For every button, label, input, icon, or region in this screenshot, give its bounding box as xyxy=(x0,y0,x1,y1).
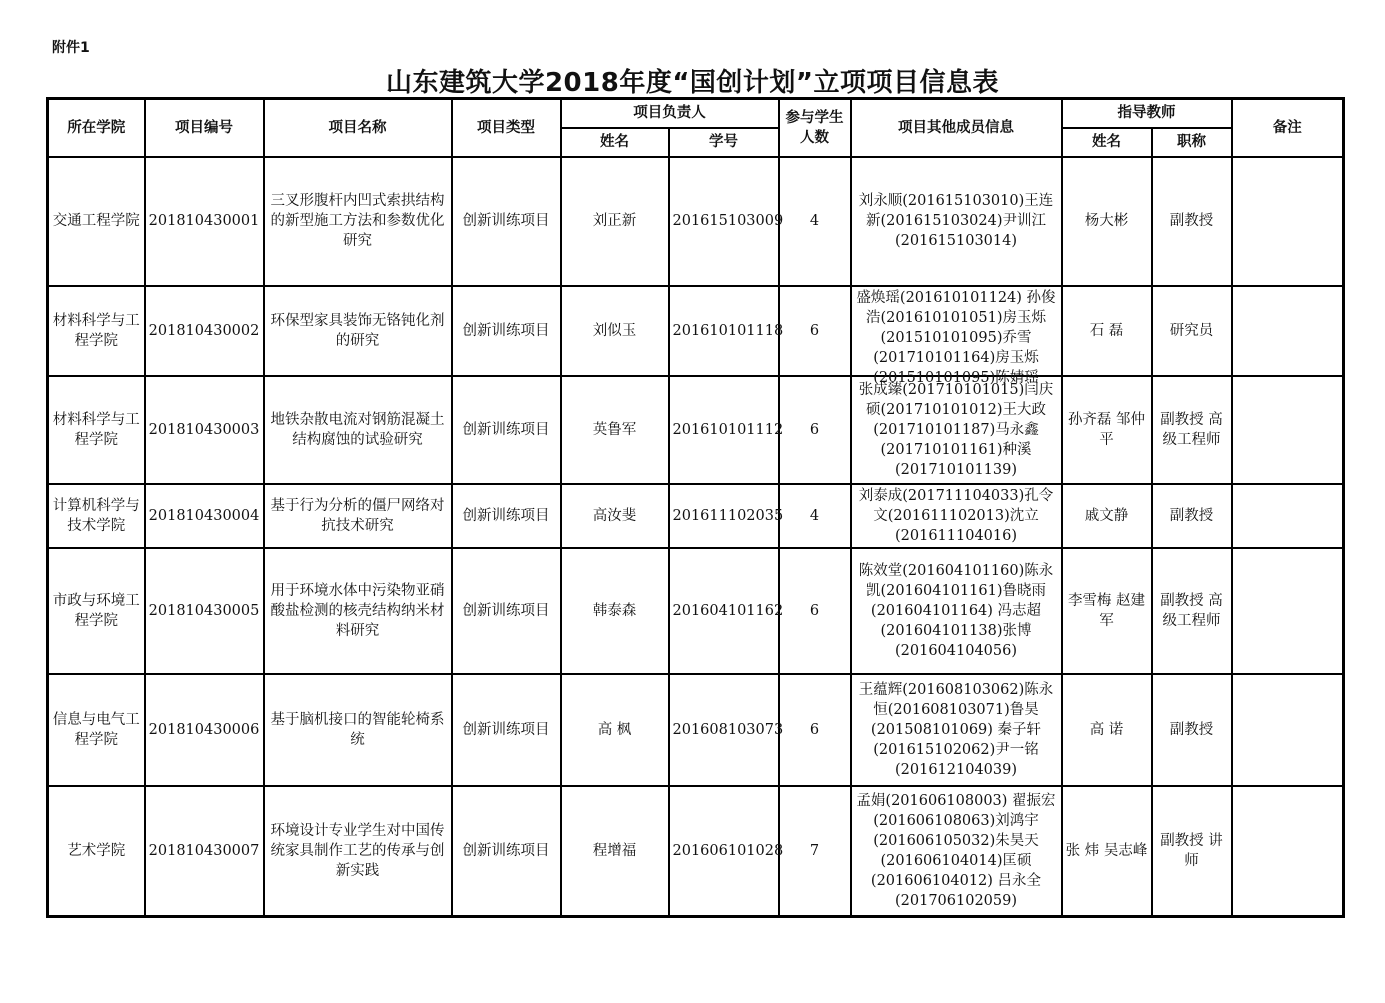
cell-advisor-name: 高 诺 xyxy=(1062,674,1152,786)
cell-leader-id: 201611102035 xyxy=(669,484,779,548)
cell-project-type: 创新训练项目 xyxy=(452,786,561,917)
cell-student-count: 6 xyxy=(779,548,851,674)
cell-student-count: 4 xyxy=(779,157,851,286)
table-row xyxy=(48,484,1344,548)
table-row xyxy=(48,674,1344,786)
cell-project-type: 创新训练项目 xyxy=(452,484,561,548)
cell-advisor-name: 孙齐磊 邹仲平 xyxy=(1062,376,1152,484)
cell-leader-name: 刘似玉 xyxy=(561,286,669,376)
cell-advisor-name: 杨大彬 xyxy=(1062,157,1152,286)
header-project-name: 项目名称 xyxy=(264,99,452,157)
header-leader-name: 姓名 xyxy=(561,128,669,157)
cell-project-no: 201810430004 xyxy=(145,484,264,548)
page-title: 山东建筑大学2018年度“国创计划”立项项目信息表 xyxy=(385,68,1000,98)
header-leader-id: 学号 xyxy=(669,128,779,157)
cell-college: 材料科学与工程学院 xyxy=(48,376,145,484)
cell-leader-id: 201608103073 xyxy=(669,674,779,786)
header-advisor-name: 姓名 xyxy=(1062,128,1152,157)
cell-leader-name: 高 枫 xyxy=(561,674,669,786)
cell-remark xyxy=(1232,286,1344,376)
cell-project-no: 201810430005 xyxy=(145,548,264,674)
cell-advisor-name: 李雪梅 赵建军 xyxy=(1062,548,1152,674)
cell-student-count: 7 xyxy=(779,786,851,917)
cell-project-no: 201810430007 xyxy=(145,786,264,917)
cell-leader-name: 刘正新 xyxy=(561,157,669,286)
cell-leader-name: 韩泰森 xyxy=(561,548,669,674)
cell-leader-name: 程增福 xyxy=(561,786,669,917)
cell-project-no: 201810430003 xyxy=(145,376,264,484)
cell-remark xyxy=(1232,786,1344,917)
header-advisor: 指导教师 xyxy=(1062,99,1232,128)
cell-leader-name: 高汝斐 xyxy=(561,484,669,548)
cell-project-type: 创新训练项目 xyxy=(452,376,561,484)
cell-advisor-name: 戚文静 xyxy=(1062,484,1152,548)
cell-student-count: 6 xyxy=(779,376,851,484)
table-row xyxy=(48,548,1344,674)
cell-project-name: 环保型家具装饰无铬钝化剂的研究 xyxy=(264,286,452,376)
cell-leader-id: 201606101028 xyxy=(669,786,779,917)
cell-advisor-name: 张 炜 吴志峰 xyxy=(1062,786,1152,917)
cell-project-no: 201810430002 xyxy=(145,286,264,376)
cell-college: 交通工程学院 xyxy=(48,157,145,286)
cell-project-name: 地铁杂散电流对钢筋混凝土结构腐蚀的试验研究 xyxy=(264,376,452,484)
header-project-type: 项目类型 xyxy=(452,99,561,157)
cell-other-members: 刘泰成(201711104033)孔令文(201611102013)沈立(201611104016) xyxy=(851,484,1062,548)
table-row xyxy=(48,376,1344,484)
cell-project-name: 用于环境水体中污染物亚硝酸盐检测的核壳结构纳米材料研究 xyxy=(264,548,452,674)
header-advisor-title: 职称 xyxy=(1152,128,1232,157)
cell-project-name: 三叉形腹杆内凹式索拱结构的新型施工方法和参数优化研究 xyxy=(264,157,452,286)
table-row xyxy=(48,786,1344,917)
header-student-count: 参与学生人数 xyxy=(779,99,851,157)
cell-other-members: 孟娟(201606108003) 翟振宏(201606108063)刘鸿宇(201606105032)朱昊天(201606104014)匡硕(201606104012) 吕永全(201706102059) xyxy=(851,786,1062,917)
cell-remark xyxy=(1232,484,1344,548)
cell-remark xyxy=(1232,548,1344,674)
cell-college: 计算机科学与技术学院 xyxy=(48,484,145,548)
cell-student-count: 6 xyxy=(779,286,851,376)
cell-project-name: 环境设计专业学生对中国传统家具制作工艺的传承与创新实践 xyxy=(264,786,452,917)
header-college: 所在学院 xyxy=(48,99,145,157)
table-row xyxy=(48,286,1344,376)
cell-project-type: 创新训练项目 xyxy=(452,548,561,674)
header-project-no: 项目编号 xyxy=(145,99,264,157)
cell-college: 材料科学与工程学院 xyxy=(48,286,145,376)
header-leader: 项目负责人 xyxy=(561,99,779,128)
cell-advisor-title: 研究员 xyxy=(1152,286,1232,376)
project-info-table xyxy=(46,97,1345,918)
cell-project-name: 基于脑机接口的智能轮椅系统 xyxy=(264,674,452,786)
cell-project-type: 创新训练项目 xyxy=(452,286,561,376)
cell-project-type: 创新训练项目 xyxy=(452,157,561,286)
cell-remark xyxy=(1232,674,1344,786)
header-remark: 备注 xyxy=(1232,99,1344,157)
cell-leader-id: 201604101162 xyxy=(669,548,779,674)
cell-college: 信息与电气工程学院 xyxy=(48,674,145,786)
cell-college: 艺术学院 xyxy=(48,786,145,917)
cell-project-no: 201810430001 xyxy=(145,157,264,286)
attachment-label: 附件1 xyxy=(52,40,90,56)
cell-project-no: 201810430006 xyxy=(145,674,264,786)
cell-advisor-title: 副教授 高级工程师 xyxy=(1152,548,1232,674)
cell-leader-id: 201610101112 xyxy=(669,376,779,484)
cell-other-members: 刘永顺(201615103010)王连新(201615103024)尹训江(201615103014) xyxy=(851,157,1062,286)
cell-other-members xyxy=(851,286,1062,386)
cell-other-members: 张成臻(201710101015)闫庆硕(201710101012)王大政(201710101187)马永鑫(201710101161)种溪(201710101139) xyxy=(851,376,1062,484)
cell-project-type: 创新训练项目 xyxy=(452,674,561,786)
cell-student-count: 6 xyxy=(779,674,851,786)
cell-other-members: 王蕴辉(201608103062)陈永恒(201608103071)鲁昊(201508101069) 秦子轩(201615102062)尹一铭(201612104039) xyxy=(851,674,1062,786)
other-members-text: 盛焕瑶(201610101124) 孙俊浩(201610101051)房玉烁(201510101095)乔雪(201710101164)房玉烁(201510101095)陈婧瑶 xyxy=(856,289,1056,386)
cell-other-members: 陈效堂(201604101160)陈永凯(201604101161)鲁晓雨(201604101164) 冯志超(201604101138)张博(201604104056) xyxy=(851,548,1062,674)
cell-advisor-title: 副教授 讲师 xyxy=(1152,786,1232,917)
cell-remark xyxy=(1232,157,1344,286)
header-other-members: 项目其他成员信息 xyxy=(851,99,1062,157)
cell-advisor-title: 副教授 高级工程师 xyxy=(1152,376,1232,484)
cell-leader-id: 201610101118 xyxy=(669,286,779,376)
cell-advisor-title: 副教授 xyxy=(1152,674,1232,786)
cell-advisor-title: 副教授 xyxy=(1152,157,1232,286)
cell-leader-name: 英鲁军 xyxy=(561,376,669,484)
cell-advisor-title: 副教授 xyxy=(1152,484,1232,548)
cell-advisor-name: 石 磊 xyxy=(1062,286,1152,376)
cell-project-name: 基于行为分析的僵尸网络对抗技术研究 xyxy=(264,484,452,548)
cell-student-count: 4 xyxy=(779,484,851,548)
cell-college: 市政与环境工程学院 xyxy=(48,548,145,674)
table-row xyxy=(48,157,1344,286)
cell-leader-id: 201615103009 xyxy=(669,157,779,286)
cell-remark xyxy=(1232,376,1344,484)
